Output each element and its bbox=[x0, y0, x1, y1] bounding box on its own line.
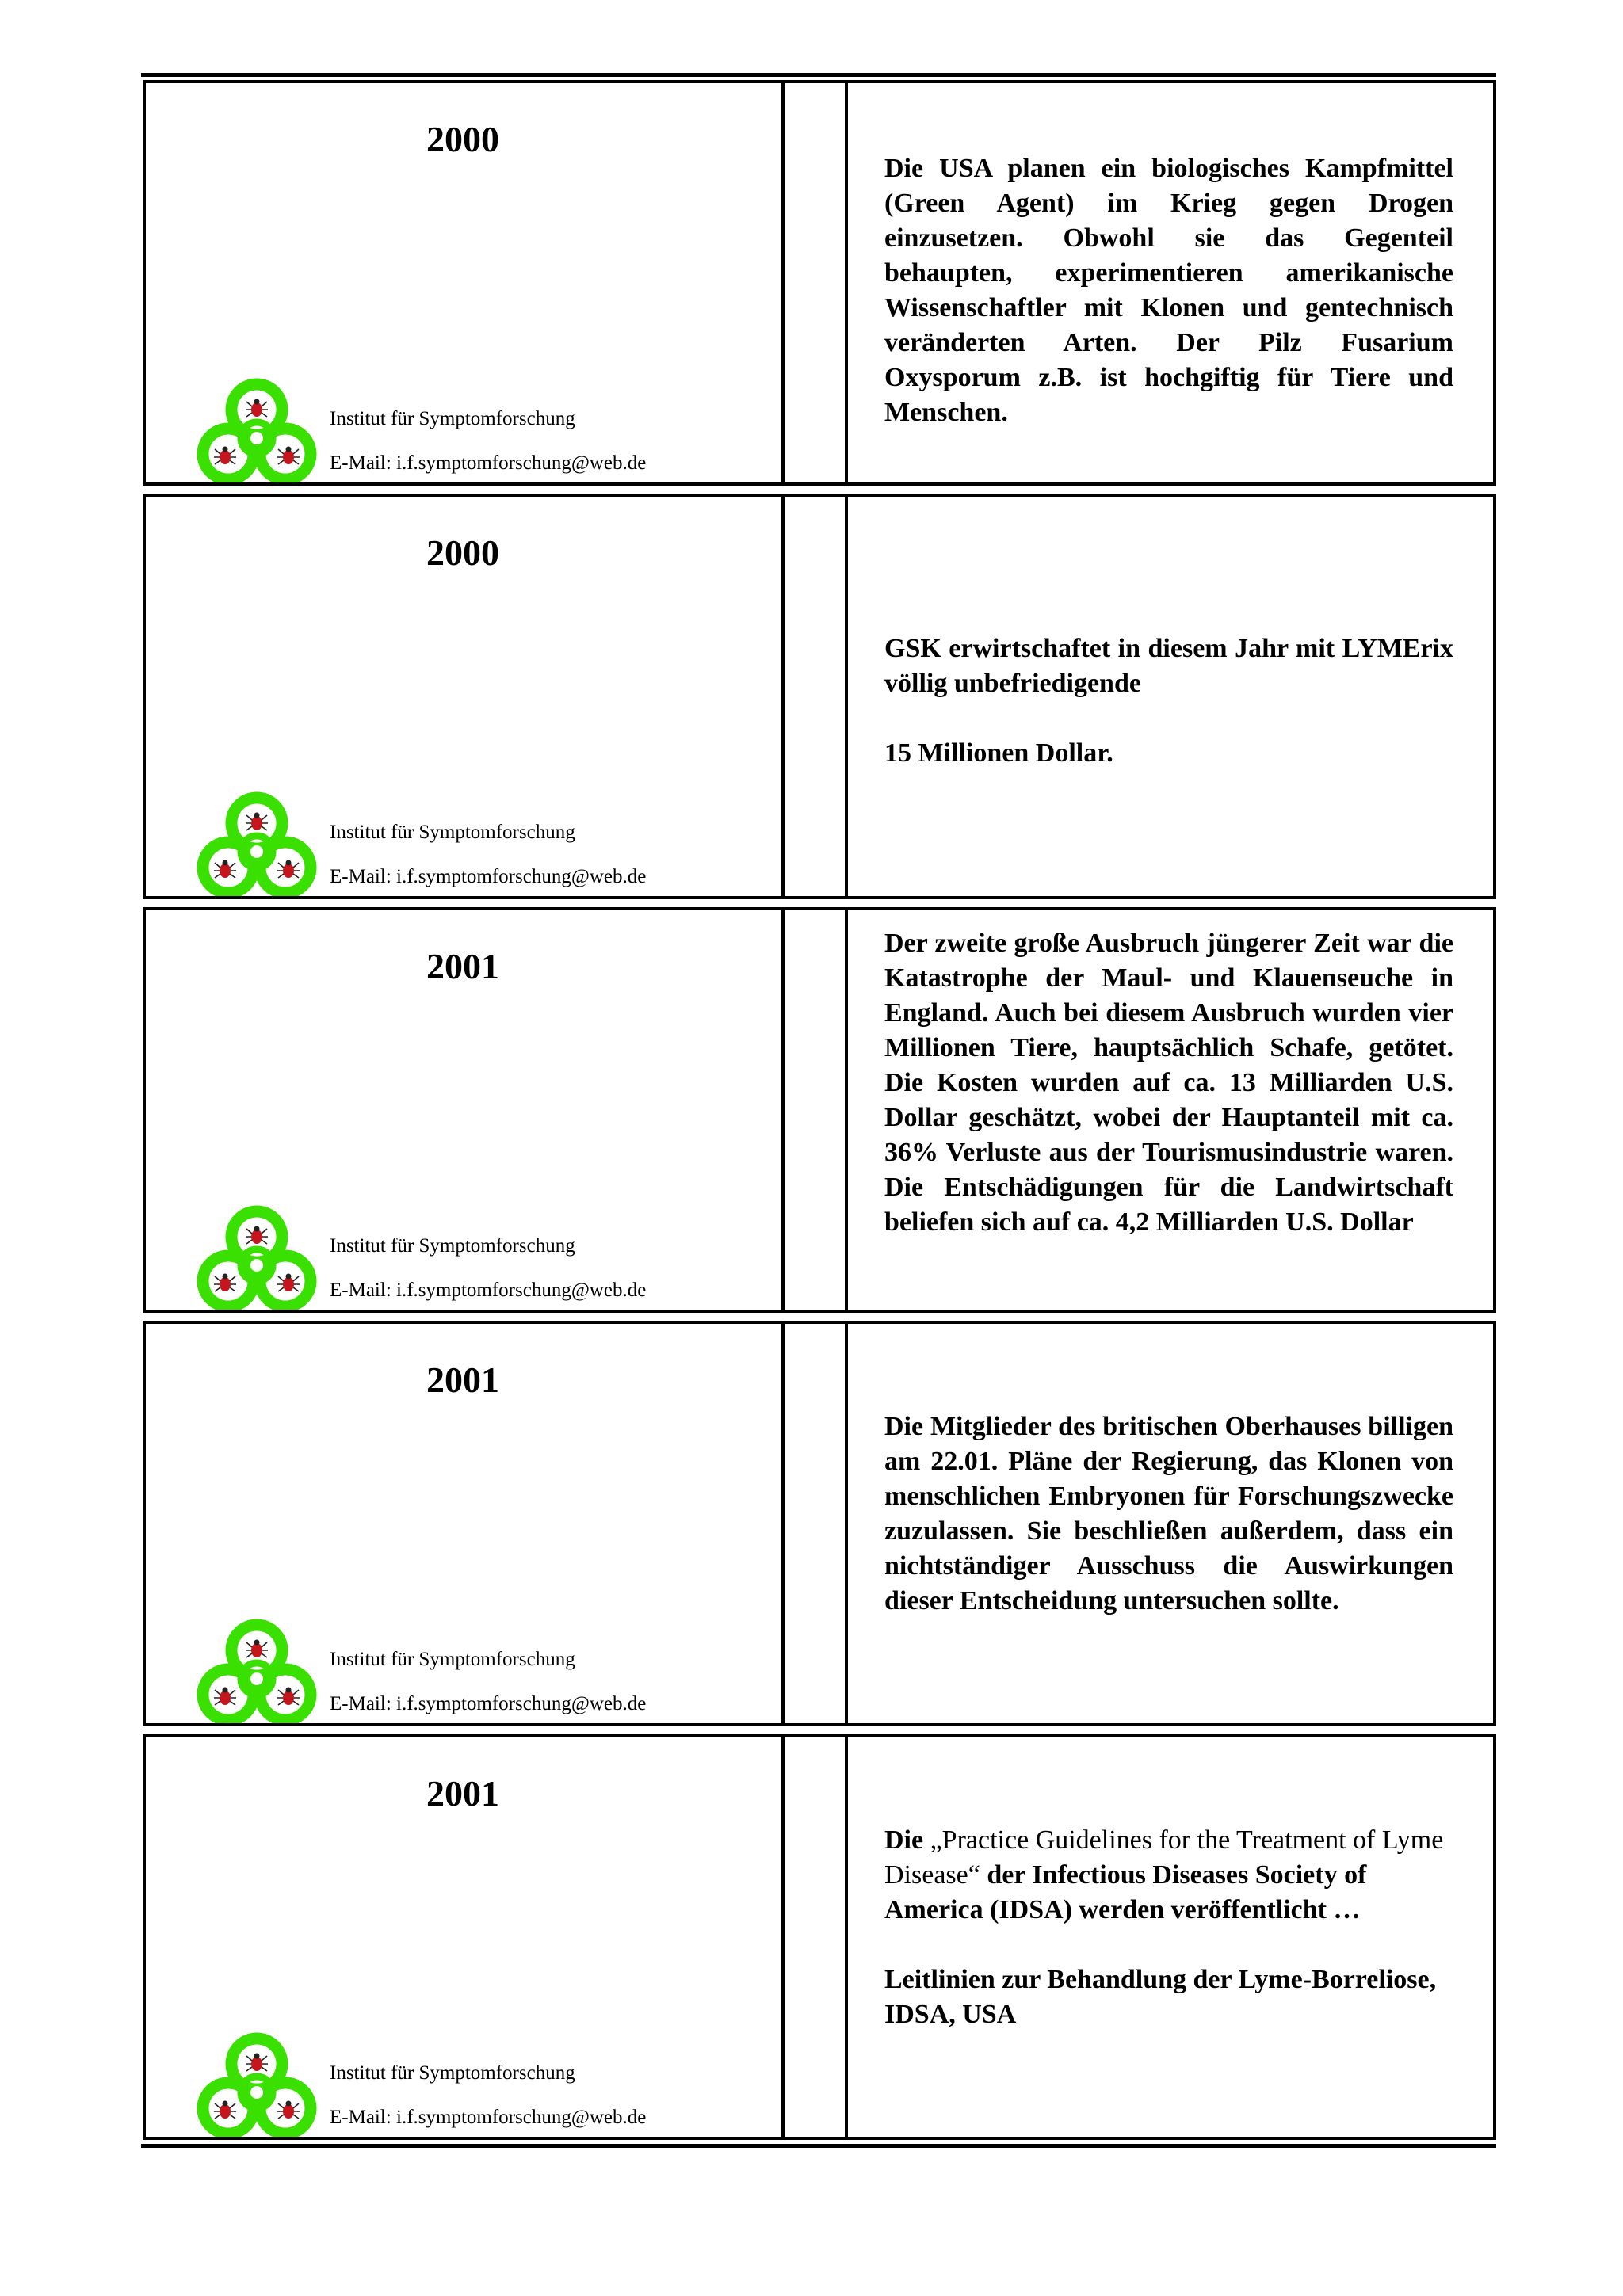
institute-email: E-Mail: i.f.symptomforschung@web.de bbox=[330, 1693, 647, 1714]
text-bold-part: der Infectious Diseases Society of America (IDSA) werden veröffentlicht … bbox=[884, 1860, 1367, 1924]
row-left-cell bbox=[146, 1324, 785, 1723]
institute-email: E-Mail: i.f.symptomforschung@web.de bbox=[330, 452, 647, 474]
biohazard-tick-icon bbox=[193, 791, 320, 896]
institute-name: Institut für Symptomforschung bbox=[330, 1235, 575, 1257]
row-text bbox=[884, 926, 1453, 1240]
row-right-cell bbox=[848, 910, 1493, 1310]
row-paragraph: Die Mitglieder des britischen Oberhauses billigen am 22.01. Pläne der Regierung, das Klonen von menschlichen Embryonen für Forschungszwecke zuzulassen. Sie beschließen außerdem, dass ein nichtständiger Ausschuss die Auswirkungen dieser Entscheidung untersuchen sollte. bbox=[884, 1412, 1453, 1615]
row-year: 2001 bbox=[426, 1773, 499, 1814]
biohazard-tick-icon bbox=[193, 1619, 320, 1723]
row-spacer-cell bbox=[785, 497, 848, 896]
row-year: 2001 bbox=[426, 1360, 499, 1400]
row-right-cell bbox=[848, 1324, 1493, 1723]
institute-email: E-Mail: i.f.symptomforschung@web.de bbox=[330, 1280, 647, 1301]
biohazard-tick-icon bbox=[193, 1205, 320, 1310]
text-bold-part: Die bbox=[884, 1825, 930, 1855]
row-paragraph: Der zweite große Ausbruch jüngerer Zeit war die Katastrophe der Maul- und Klauenseuche in England. Auch bei diesem Ausbruch wurden vier Millionen Tiere, hauptsächlich Schafe, getötet. Die Kosten wurden auf ca. 13 Milliarden U.S. Dollar geschätzt, wobei der Hauptanteil mit ca. 36% Verluste aus der Tourismusindustrie waren. Die Entschädigungen für die Landwirtschaft beliefen sich auf ca. 4,2 Milliarden U.S. Dollar bbox=[884, 929, 1453, 1237]
institute-email: E-Mail: i.f.symptomforschung@web.de bbox=[330, 866, 647, 887]
row-paragraph bbox=[884, 1823, 1453, 1928]
timeline-row bbox=[143, 494, 1496, 899]
row-spacer-cell bbox=[785, 83, 848, 482]
row-paragraph: Leitlinien zur Behandlung der Lyme-Borreliose, IDSA, USA bbox=[884, 1965, 1437, 2029]
row-paragraph: 15 Millionen Dollar. bbox=[884, 738, 1113, 768]
row-left-cell bbox=[146, 497, 785, 896]
row-paragraph: Die USA planen ein biologisches Kampfmittel (Green Agent) im Krieg gegen Drogen einzusetzen. Obwohl sie das Gegenteil behaupten, experimentieren amerikanische Wissenschaftler mit Klonen und gentechnisch veränderten Arten. Der Pilz Fusarium Oxysporum z.B. ist hochgiftig für Tiere und Menschen. bbox=[884, 154, 1453, 427]
institute-name: Institut für Symptomforschung bbox=[330, 1649, 575, 1670]
row-text bbox=[884, 151, 1453, 430]
row-paragraph: GSK erwirtschaftet in diesem Jahr mit LYMErix völlig unbefriedigende bbox=[884, 634, 1453, 698]
row-text bbox=[884, 631, 1453, 771]
institute-name: Institut für Symptomforschung bbox=[330, 408, 575, 429]
timeline-row bbox=[143, 1321, 1496, 1726]
row-left-cell bbox=[146, 910, 785, 1310]
top-rule bbox=[141, 73, 1496, 77]
row-spacer-cell bbox=[785, 1737, 848, 2137]
guideline-title: „Practice Guidelines for the Treatment of Lyme Disease“ bbox=[884, 1825, 1444, 1890]
institute-email: E-Mail: i.f.symptomforschung@web.de bbox=[330, 2107, 647, 2128]
biohazard-tick-icon bbox=[193, 378, 320, 482]
row-text bbox=[884, 1409, 1453, 1619]
row-left-cell bbox=[146, 83, 785, 482]
row-spacer-cell bbox=[785, 910, 848, 1310]
biohazard-tick-icon bbox=[193, 2032, 320, 2137]
row-year: 2000 bbox=[426, 119, 499, 159]
bottom-rule bbox=[141, 2144, 1496, 2148]
institute-name: Institut für Symptomforschung bbox=[330, 822, 575, 843]
timeline-row bbox=[143, 80, 1496, 486]
row-right-cell bbox=[848, 83, 1493, 482]
row-left-cell bbox=[146, 1737, 785, 2137]
timeline-row bbox=[143, 907, 1496, 1313]
row-year: 2000 bbox=[426, 532, 499, 573]
row-spacer-cell bbox=[785, 1324, 848, 1723]
institute-name: Institut für Symptomforschung bbox=[330, 2062, 575, 2084]
row-right-cell bbox=[848, 1737, 1493, 2137]
row-right-cell bbox=[848, 497, 1493, 896]
row-year: 2001 bbox=[426, 946, 499, 986]
timeline-row bbox=[143, 1734, 1496, 2140]
row-text bbox=[884, 1823, 1453, 2032]
